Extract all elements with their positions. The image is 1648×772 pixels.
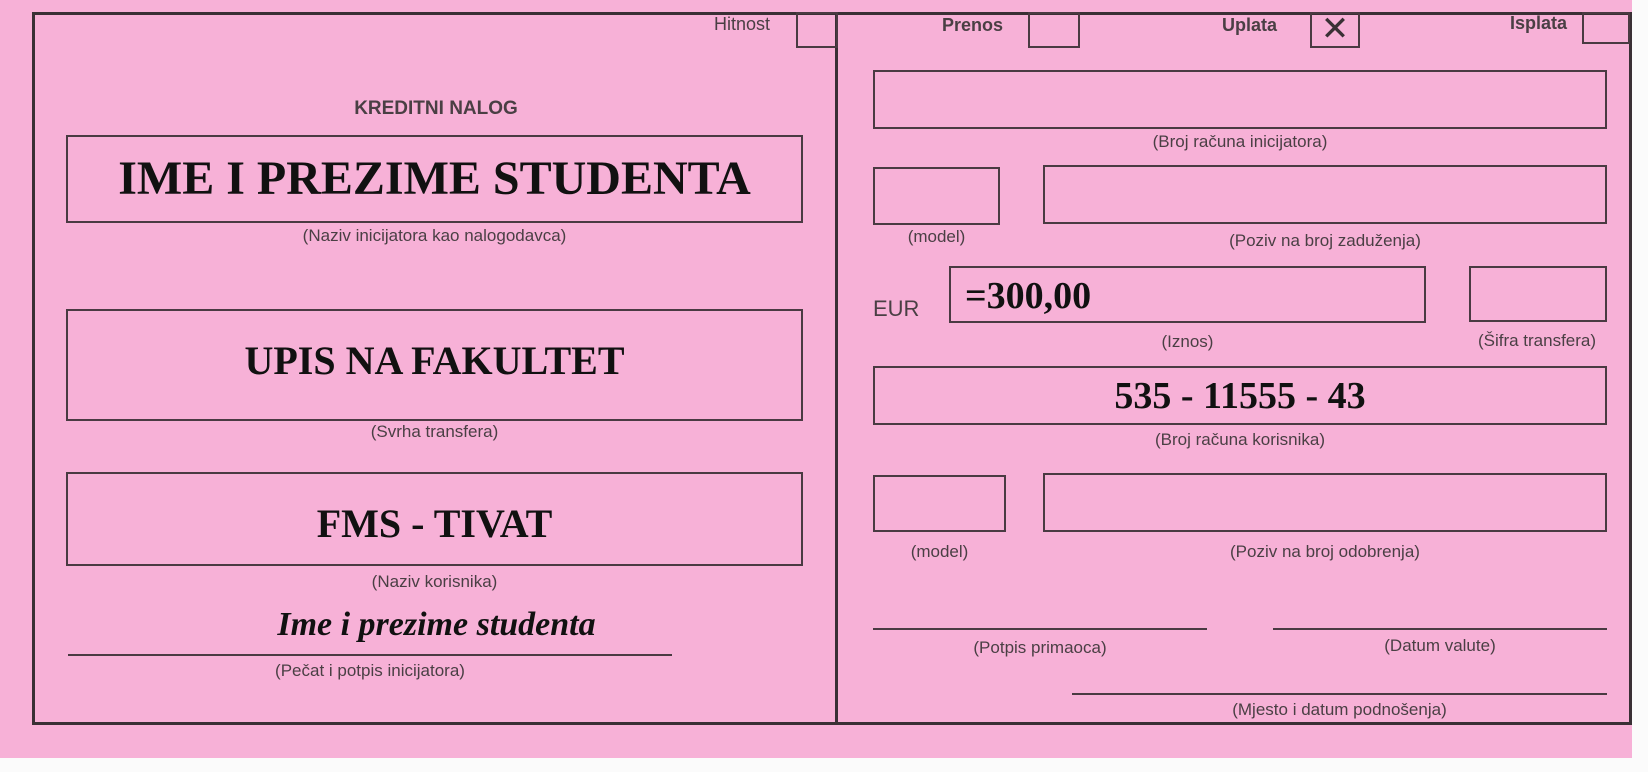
slip-divider [835,12,838,725]
amount-field[interactable] [949,266,1426,323]
credit-model-field[interactable] [873,475,1006,532]
value-date-line [1273,628,1607,630]
form-title: KREDITNI NALOG [354,98,518,119]
recipient-name-caption: (Naziv korisnika) [371,572,498,591]
initiator-account-caption: (Broj računa inicijatora) [1152,132,1328,151]
uplata-checkbox[interactable]: ✕ [1310,12,1360,48]
initiator-name-value: IME I PREZIME STUDENTA [118,152,751,205]
debit-model-caption: (model) [907,227,966,246]
credit-reference-field[interactable] [1043,473,1607,532]
currency-label: EUR [873,296,920,321]
recipient-account-field[interactable] [873,366,1607,425]
prenos-label: Prenos [942,15,1004,35]
purpose-field[interactable] [66,309,803,421]
signature-caption: (Pečat i potpis inicijatora) [275,661,465,680]
transfer-code-field[interactable] [1469,266,1607,322]
purpose-caption: (Svrha transfera) [370,422,499,441]
initiator-name-field[interactable] [66,135,803,223]
isplata-checkbox[interactable] [1582,12,1630,44]
recipient-signature-line [873,628,1207,630]
hitnost-label: Hitnost [714,14,771,34]
uplata-label: Uplata [1222,15,1278,35]
debit-reference-caption: (Poziv na broj zaduženja) [1229,231,1421,250]
transfer-code-caption: (Šifra transfera) [1477,331,1597,350]
signature-line [68,654,672,656]
recipient-signature-caption: (Potpis primaoca) [973,638,1107,657]
isplata-label: Isplata [1510,13,1568,33]
hitnost-checkbox[interactable] [796,12,838,48]
recipient-account-caption: (Broj računa korisnika) [1154,430,1326,449]
credit-model-caption: (model) [910,542,969,561]
credit-reference-caption: (Poziv na broj odobrenja) [1230,542,1420,561]
amount-caption: (Iznos) [1161,332,1214,351]
initiator-account-field[interactable] [873,70,1607,129]
initiator-signature: Ime i prezime studenta [277,606,596,643]
initiator-name-caption: (Naziv inicijatora kao nalogodavca) [302,226,567,245]
amount-value: =300,00 [965,275,1092,317]
debit-reference-field[interactable] [1043,165,1607,224]
value-date-caption: (Datum valute) [1384,636,1496,655]
place-date-caption: (Mjesto i datum podnošenja) [1232,700,1447,719]
debit-model-field[interactable] [873,167,1000,225]
recipient-name-value: FMS - TIVAT [316,501,553,546]
recipient-name-field[interactable] [66,472,803,566]
recipient-account-value: 535 - 11555 - 43 [1114,375,1366,417]
place-date-line [1072,693,1607,695]
prenos-checkbox[interactable] [1028,12,1080,48]
purpose-value: UPIS NA FAKULTET [244,338,625,383]
